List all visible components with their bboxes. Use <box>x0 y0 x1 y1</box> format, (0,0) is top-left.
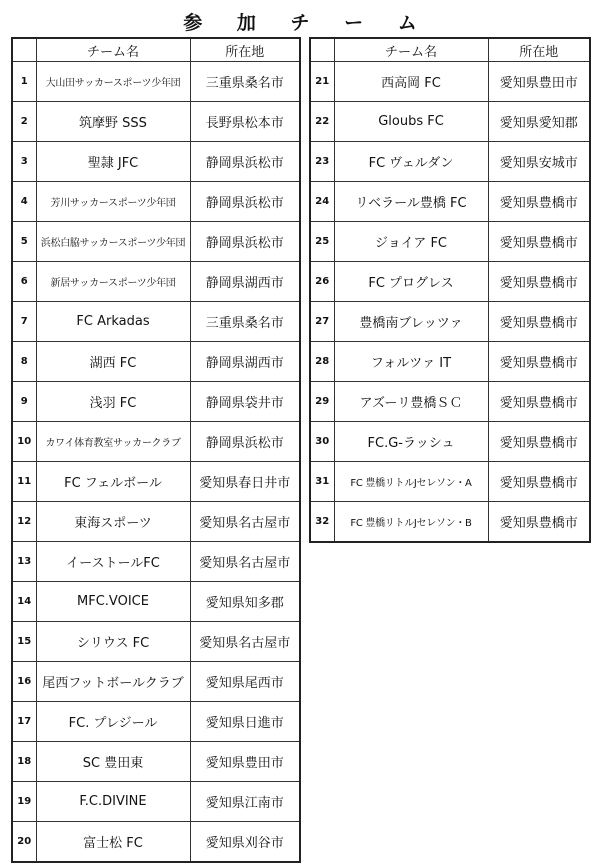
team-location: 愛知県豊田市 <box>488 62 590 102</box>
table-row <box>12 542 300 582</box>
team-name: FC 豊橋リトルJセレソン・A <box>334 462 488 502</box>
table-row <box>310 62 590 102</box>
team-number: 1 <box>12 62 36 102</box>
table-row <box>12 462 300 502</box>
team-location: 静岡県湖西市 <box>190 262 300 302</box>
team-number: 28 <box>310 342 334 382</box>
team-name: シリウス FC <box>36 622 190 662</box>
team-number: 32 <box>310 502 334 543</box>
team-location: 愛知県安城市 <box>488 142 590 182</box>
team-location: 愛知県豊橋市 <box>488 222 590 262</box>
table-row <box>12 382 300 422</box>
team-location: 愛知県知多郡 <box>190 582 300 622</box>
team-name: 豊橋南ブレッツァ <box>334 302 488 342</box>
team-name: Gloubs FC <box>334 102 488 142</box>
team-name: 西高岡 FC <box>334 62 488 102</box>
table-row <box>310 422 590 462</box>
team-name: 尾西フットボールクラブ <box>36 662 190 702</box>
team-location: 愛知県日進市 <box>190 702 300 742</box>
team-location: 愛知県春日井市 <box>190 462 300 502</box>
team-location: 愛知県豊橋市 <box>488 502 590 543</box>
table-row <box>310 102 590 142</box>
team-location: 静岡県浜松市 <box>190 142 300 182</box>
table-row <box>12 422 300 462</box>
team-location: 愛知県豊橋市 <box>488 182 590 222</box>
team-name: イーストールFC <box>36 542 190 582</box>
team-location: 愛知県豊田市 <box>190 742 300 782</box>
team-name: 大山田サッカースポーツ少年団 <box>36 62 190 102</box>
team-location: 静岡県袋井市 <box>190 382 300 422</box>
table-row <box>12 822 300 863</box>
table-row <box>12 302 300 342</box>
team-location: 愛知県名古屋市 <box>190 502 300 542</box>
team-location: 愛知県名古屋市 <box>190 542 300 582</box>
team-name: 新居サッカースポーツ少年団 <box>36 262 190 302</box>
table-row <box>12 582 300 622</box>
team-name: カワイ体育教室サッカークラブ <box>36 422 190 462</box>
team-location: 愛知県愛知郡 <box>488 102 590 142</box>
team-number: 4 <box>12 182 36 222</box>
table-row <box>310 382 590 422</box>
team-number: 16 <box>12 662 36 702</box>
team-number: 9 <box>12 382 36 422</box>
team-name: 芳川サッカースポーツ少年団 <box>36 182 190 222</box>
team-location: 愛知県尾西市 <box>190 662 300 702</box>
team-number: 3 <box>12 142 36 182</box>
team-number: 25 <box>310 222 334 262</box>
team-number: 27 <box>310 302 334 342</box>
team-location: 静岡県湖西市 <box>190 342 300 382</box>
header-team-name: チーム名 <box>36 38 190 62</box>
team-number: 26 <box>310 262 334 302</box>
team-number: 23 <box>310 142 334 182</box>
table-row <box>310 502 590 543</box>
table-row <box>310 222 590 262</box>
table-row <box>310 342 590 382</box>
table-row <box>12 662 300 702</box>
team-name: 湖西 FC <box>36 342 190 382</box>
team-number: 6 <box>12 262 36 302</box>
participant-table-left <box>11 37 301 863</box>
team-name: 富士松 FC <box>36 822 190 863</box>
team-number: 13 <box>12 542 36 582</box>
team-location: 愛知県豊橋市 <box>488 342 590 382</box>
table-row <box>12 502 300 542</box>
team-name: 浜松白脇サッカースポーツ少年団 <box>36 222 190 262</box>
team-location: 三重県桑名市 <box>190 62 300 102</box>
team-location: 長野県松本市 <box>190 102 300 142</box>
team-number: 17 <box>12 702 36 742</box>
team-number: 18 <box>12 742 36 782</box>
team-number: 29 <box>310 382 334 422</box>
team-name: SC 豊田東 <box>36 742 190 782</box>
table-row <box>310 462 590 502</box>
team-location: 静岡県浜松市 <box>190 222 300 262</box>
team-location: 愛知県江南市 <box>190 782 300 822</box>
team-location: 愛知県豊橋市 <box>488 302 590 342</box>
team-name: リベラール豊橋 FC <box>334 182 488 222</box>
team-location: 愛知県豊橋市 <box>488 382 590 422</box>
table-row <box>12 622 300 662</box>
team-number: 8 <box>12 342 36 382</box>
team-number: 5 <box>12 222 36 262</box>
team-number: 10 <box>12 422 36 462</box>
team-name: FC Arkadas <box>36 302 190 342</box>
team-name: フォルツァ IT <box>334 342 488 382</box>
team-name: FC フェルボール <box>36 462 190 502</box>
team-name: FC. プレジール <box>36 702 190 742</box>
team-number: 20 <box>12 822 36 863</box>
team-location: 愛知県豊橋市 <box>488 262 590 302</box>
header-number <box>310 38 334 62</box>
header-number <box>12 38 36 62</box>
header-location: 所在地 <box>190 38 300 62</box>
team-location: 三重県桑名市 <box>190 302 300 342</box>
team-number: 22 <box>310 102 334 142</box>
team-name: FC 豊橋リトルJセレソン・B <box>334 502 488 543</box>
team-number: 7 <box>12 302 36 342</box>
team-name: MFC.VOICE <box>36 582 190 622</box>
team-number: 12 <box>12 502 36 542</box>
team-number: 14 <box>12 582 36 622</box>
table-row <box>12 702 300 742</box>
table-row <box>12 62 300 102</box>
team-number: 21 <box>310 62 334 102</box>
team-location: 愛知県刈谷市 <box>190 822 300 863</box>
team-name: FC.G-ラッシュ <box>334 422 488 462</box>
table-row <box>310 182 590 222</box>
team-name: FC プログレス <box>334 262 488 302</box>
team-number: 19 <box>12 782 36 822</box>
table-row <box>12 782 300 822</box>
header-team-name: チーム名 <box>334 38 488 62</box>
team-name: F.C.DIVINE <box>36 782 190 822</box>
team-location: 愛知県名古屋市 <box>190 622 300 662</box>
table-row <box>12 742 300 782</box>
team-location: 愛知県豊橋市 <box>488 462 590 502</box>
page-title: 参 加 チ ー ム <box>183 12 431 34</box>
team-number: 15 <box>12 622 36 662</box>
table-row <box>12 102 300 142</box>
table-row <box>12 222 300 262</box>
team-name: 筑摩野 SSS <box>36 102 190 142</box>
team-location: 静岡県浜松市 <box>190 422 300 462</box>
team-name: FC ヴェルダン <box>334 142 488 182</box>
team-name: ジョイア FC <box>334 222 488 262</box>
team-number: 30 <box>310 422 334 462</box>
team-number: 2 <box>12 102 36 142</box>
team-location: 愛知県豊橋市 <box>488 422 590 462</box>
table-row <box>310 262 590 302</box>
participant-table-right <box>309 37 591 543</box>
table-row <box>310 142 590 182</box>
table-row <box>12 262 300 302</box>
team-number: 11 <box>12 462 36 502</box>
team-name: 聖隷 JFC <box>36 142 190 182</box>
table-row <box>12 142 300 182</box>
team-number: 31 <box>310 462 334 502</box>
header-row <box>12 38 300 62</box>
team-location: 静岡県浜松市 <box>190 182 300 222</box>
table-row <box>310 302 590 342</box>
table-row <box>12 342 300 382</box>
team-name: 浅羽 FC <box>36 382 190 422</box>
header-row <box>310 38 590 62</box>
table-row <box>12 182 300 222</box>
team-name: アズーリ豊橋ＳＣ <box>334 382 488 422</box>
header-location: 所在地 <box>488 38 590 62</box>
team-number: 24 <box>310 182 334 222</box>
team-name: 東海スポーツ <box>36 502 190 542</box>
